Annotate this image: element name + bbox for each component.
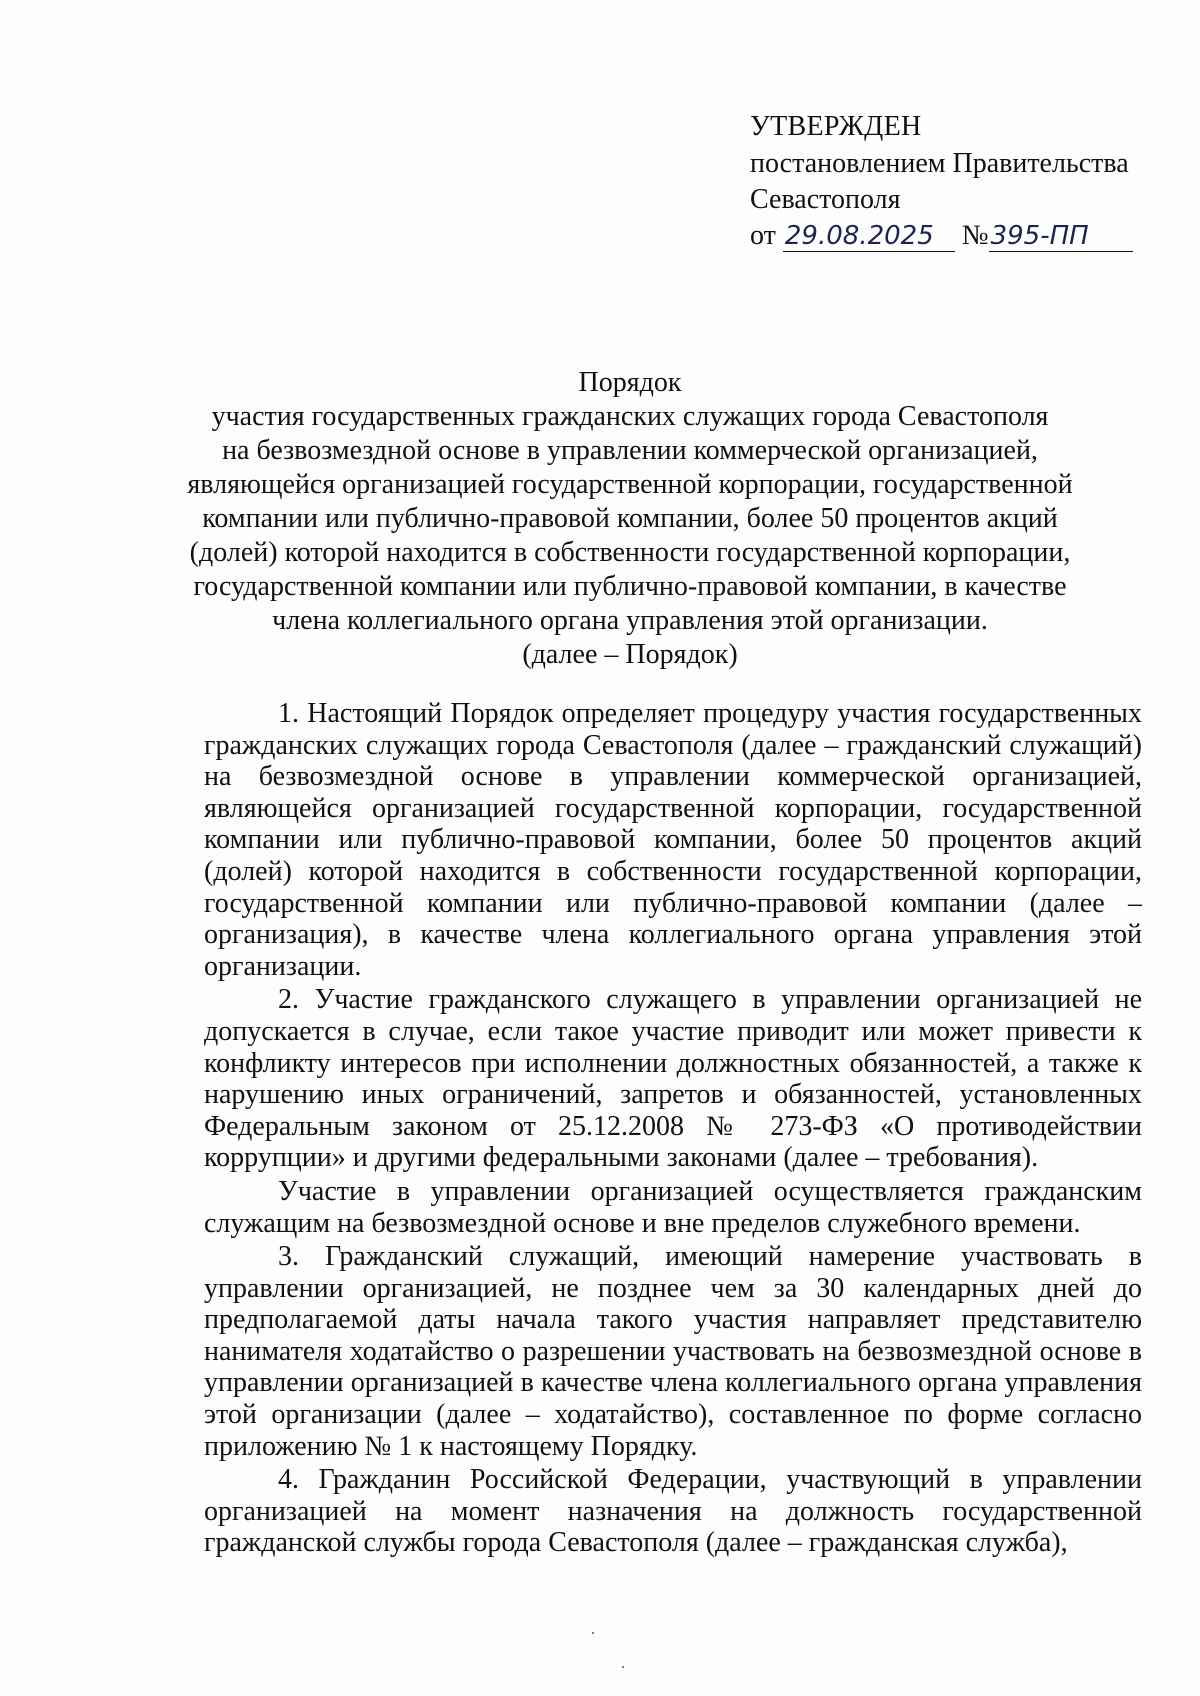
title-line: (далее – Порядок) bbox=[522, 639, 738, 670]
handwritten-number: 395-ПП bbox=[989, 221, 1133, 252]
approval-title: УТВЕРЖДЕН bbox=[750, 111, 922, 142]
approval-issuer-line-1: постановлением Правительства bbox=[750, 148, 1129, 179]
paragraph-2: 2. Участие гражданского служащего в управлении организацией не допускается в случае, если такое участие приводит или может привести к конфликту интересов при исполнении должностных обязанностей, а также к нарушению иных ограничений, запретов и обязанностей, установленных Федеральным законом от 25.12.2008 № 273-ФЗ «О противодействии коррупции» и другими федеральными законами (далее – требования). bbox=[204, 984, 1142, 1174]
title-line: государственной компании или публично-правовой компании, в качестве bbox=[193, 571, 1067, 602]
title-line: компании или публично-правовой компании, более 50 процентов акций bbox=[202, 503, 1058, 534]
approval-reference bbox=[750, 218, 1170, 254]
approval-stamp bbox=[750, 108, 1170, 254]
scan-speck bbox=[622, 1666, 624, 1668]
title-heading: Порядок bbox=[578, 367, 682, 398]
paragraph-3: 3. Гражданский служащий, имеющий намерение участвовать в управлении организацией, не позднее чем за 30 календарных дней до предполагаемой даты начала такого участия направляет представителю нанимателя ходатайство о разрешении участвовать на безвозмездной основе в управлении организацией в качестве члена коллегиального органа управления этой организации (далее – ходатайство), составленное по форме согласно приложению № 1 к настоящему Порядку. bbox=[204, 1241, 1142, 1462]
handwritten-date: 29.08.2025 bbox=[783, 221, 955, 252]
paragraph-4: 4. Гражданин Российской Федерации, участвующий в управлении организацией на момент назначения на должность государственной гражданской службы города Севастополя (далее – гражданская служба), bbox=[204, 1464, 1142, 1559]
title-line: (долей) которой находится в собственности государственной корпорации, bbox=[189, 537, 1071, 568]
scan-speck bbox=[592, 1632, 594, 1634]
title-line: члена коллегиального органа управления этой организации. bbox=[272, 605, 988, 636]
title-line: участия государственных гражданских служащих города Севастополя bbox=[211, 401, 1049, 432]
paragraph-1: 1. Настоящий Порядок определяет процедуру участия государственных гражданских служащих города Севастополя (далее – гражданский служащий) на безвозмездной основе в управлении коммерческой организацией, являющейся организацией государственной корпорации, государственной компании или публично-правовой компании, более 50 процентов акций (долей) которой находится в собственности государственной корпорации, государственной компании или публично-правовой компании (далее – организация), в качестве члена коллегиального органа управления этой организации. bbox=[204, 698, 1142, 982]
title-line: на безвозмездной основе в управлении коммерческой организацией, bbox=[222, 435, 1038, 466]
date-prefix: от bbox=[750, 220, 776, 251]
approval-issuer-line-2: Севастополя bbox=[750, 184, 901, 215]
document-body bbox=[204, 698, 1142, 1561]
paragraph-2-continuation: Участие в управлении организацией осуществляется гражданским служащим на безвозмездной основе и вне пределов служебного времени. bbox=[204, 1175, 1142, 1239]
number-prefix: № bbox=[961, 220, 989, 251]
document-title bbox=[150, 366, 1110, 672]
title-line: являющейся организацией государственной корпорации, государственной bbox=[187, 469, 1073, 500]
